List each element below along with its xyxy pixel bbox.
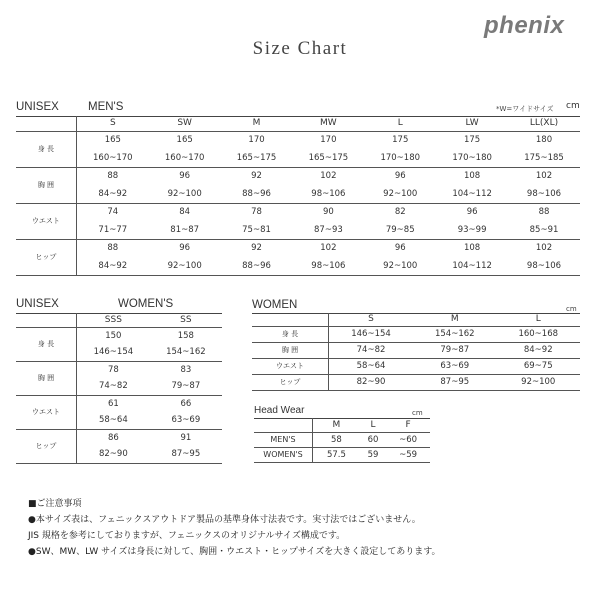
- mens-cell-value: 175: [463, 135, 481, 146]
- h-header-corner: [254, 418, 313, 432]
- wu-header-corner: [16, 313, 77, 327]
- mens-cell-range: 84~92: [76, 185, 148, 203]
- mens-cell-range: 84~92: [76, 257, 148, 275]
- mens-cell-value: 102: [535, 171, 553, 182]
- mens-cell-value: 96: [179, 243, 191, 254]
- mens-cell-range: 87~93: [292, 221, 364, 239]
- mens-cell-value: 170: [320, 135, 337, 146]
- mens-wide-note: *W=ワイドサイズ: [496, 105, 554, 113]
- notes-line-2: JIS 規格を参考にしておりますが、フェニックスのオリジナルサイズ構成です。: [28, 531, 346, 541]
- wu-size-header: SS: [150, 313, 222, 327]
- h-cell-value: 60: [360, 432, 386, 447]
- mens-header-corner: [16, 116, 76, 131]
- mens-cell-value: 165: [104, 135, 121, 146]
- w-row-label: 胸 囲: [252, 342, 329, 358]
- mens-row-label: ウエスト: [16, 203, 76, 239]
- w-cell-value: 82~90: [329, 374, 414, 390]
- notes-line-3: ●SW、MW、LW サイズは身長に対して、胸囲・ウエスト・ヒップサイズを大きく設定してあります。: [28, 547, 441, 557]
- mens-cell-range: 88~96: [221, 185, 293, 203]
- mens-cell-value: 90: [322, 207, 334, 218]
- mens-row-label: 身 長: [16, 131, 76, 167]
- h-row: [254, 447, 430, 462]
- w-cell-value: 58~64: [329, 358, 414, 374]
- wu-row-label: 胸 囲: [16, 361, 77, 395]
- mens-row-label: 胸 囲: [16, 167, 76, 203]
- wu-cell-range: 154~162: [150, 344, 222, 361]
- wu-cell-range: 82~90: [77, 446, 150, 463]
- mens-size-header: S: [76, 116, 148, 131]
- mens-cell-range: 92~100: [149, 185, 221, 203]
- w-cell-value: 84~92: [497, 342, 581, 358]
- h-cell-value: 59: [360, 447, 386, 462]
- mens-cell-range: 88~96: [221, 257, 293, 275]
- mens-cell-value: 84: [179, 207, 191, 218]
- wu-cell-range: 87~95: [150, 446, 222, 463]
- w-header-row: [252, 313, 580, 326]
- notes-block: [28, 496, 440, 560]
- mens-cell-range: 160~170: [149, 149, 221, 167]
- mens-row-range: [16, 149, 580, 167]
- mens-cell-range: 160~170: [76, 149, 148, 167]
- mens-cell-value: 96: [179, 171, 191, 182]
- w-cell-value: 160~168: [497, 326, 581, 342]
- w-cell-value: 74~82: [329, 342, 414, 358]
- w-size-header: S: [329, 313, 414, 326]
- h-cell-value: 57.5: [313, 447, 360, 462]
- mens-size-header: MW: [292, 116, 364, 131]
- h-row: [254, 432, 430, 447]
- h-size-header: F: [386, 418, 430, 432]
- mens-row-top: [16, 167, 580, 185]
- women-unit: cm: [566, 305, 577, 313]
- h-header-row: [254, 418, 430, 432]
- w-size-header: L: [497, 313, 581, 326]
- mens-cell-value: 88: [538, 207, 550, 218]
- women-section-label: WOMEN: [252, 299, 298, 311]
- mens-cell-value: 74: [107, 207, 119, 218]
- w-cell-value: 92~100: [497, 374, 581, 390]
- wu-row-top: [16, 395, 222, 412]
- wu-cell-value: 78: [107, 364, 119, 375]
- mens-cell-range: 98~106: [292, 185, 364, 203]
- w-row: [252, 358, 580, 374]
- mens-cell-range: 92~100: [364, 185, 436, 203]
- wu-cell-range: 79~87: [150, 378, 222, 395]
- mens-cell-range: 93~99: [436, 221, 508, 239]
- w-size-header: M: [413, 313, 496, 326]
- mens-cell-value: 108: [463, 171, 481, 182]
- w-cell-value: 79~87: [413, 342, 496, 358]
- mens-cell-value: 88: [107, 171, 119, 182]
- h-row-label: MEN'S: [254, 432, 313, 447]
- mens-size-table: [16, 116, 580, 276]
- mens-cell-range: 104~112: [436, 257, 508, 275]
- mens-row-top: [16, 239, 580, 257]
- wu-row-top: [16, 361, 222, 378]
- wu-cell-range: 146~154: [77, 344, 150, 361]
- w-row: [252, 374, 580, 390]
- h-cell-value: ~59: [386, 447, 430, 462]
- wu-cell-range: 63~69: [150, 412, 222, 429]
- mens-cell-value: 170: [248, 135, 265, 146]
- w-cell-value: 154~162: [413, 326, 496, 342]
- mens-cell-range: 98~106: [292, 257, 364, 275]
- wu-cell-value: 158: [177, 330, 194, 341]
- mens-heading: MEN'S: [88, 101, 124, 113]
- womens-unisex-size-table: [16, 313, 222, 464]
- mens-cell-range: 81~87: [149, 221, 221, 239]
- headwear-section-label: Head Wear: [254, 405, 305, 416]
- headwear-size-table: [254, 418, 430, 463]
- w-row-label: ヒップ: [252, 374, 329, 390]
- mens-section-label: UNISEX: [16, 101, 59, 113]
- mens-cell-value: 102: [320, 243, 337, 254]
- mens-cell-value: 92: [251, 171, 262, 182]
- mens-row-range: [16, 257, 580, 275]
- women-size-table: [252, 313, 580, 391]
- page-title: Size Chart: [252, 38, 348, 59]
- wu-cell-range: 58~64: [77, 412, 150, 429]
- mens-cell-value: 175: [392, 135, 409, 146]
- mens-size-header: LW: [436, 116, 508, 131]
- mens-cell-range: 170~180: [436, 149, 508, 167]
- w-row-label: ウエスト: [252, 358, 329, 374]
- brand-logo: phenix: [484, 12, 565, 39]
- mens-cell-value: 88: [107, 243, 119, 254]
- mens-size-header: M: [221, 116, 293, 131]
- mens-row-top: [16, 203, 580, 221]
- headwear-unit: cm: [412, 409, 423, 417]
- mens-row-label: ヒップ: [16, 239, 76, 275]
- w-row: [252, 326, 580, 342]
- mens-cell-value: 96: [394, 171, 406, 182]
- mens-cell-range: 170~180: [364, 149, 436, 167]
- wu-header-row: [16, 313, 222, 327]
- mens-size-header: SW: [149, 116, 221, 131]
- mens-cell-value: 102: [320, 171, 337, 182]
- mens-cell-range: 165~175: [221, 149, 293, 167]
- mens-cell-range: 79~85: [364, 221, 436, 239]
- notes-line-1: ●本サイズ表は、フェニックスアウトドア製品の基準身体寸法表です。実寸法ではございません。: [28, 515, 421, 525]
- w-header-corner: [252, 313, 329, 326]
- wu-size-header: SSS: [77, 313, 150, 327]
- mens-cell-value: 96: [466, 207, 478, 218]
- wu-cell-value: 86: [107, 432, 119, 443]
- mens-row-range: [16, 185, 580, 203]
- mens-size-header: L: [364, 116, 436, 131]
- mens-cell-value: 82: [394, 207, 406, 218]
- mens-cell-value: 92: [251, 243, 262, 254]
- mens-cell-range: 104~112: [436, 185, 508, 203]
- mens-size-header: LL(XL): [508, 116, 580, 131]
- wu-cell-value: 83: [180, 364, 192, 375]
- notes-heading: ■ご注意事項: [28, 499, 82, 509]
- mens-header-row: [16, 116, 580, 131]
- mens-row-top: [16, 131, 580, 149]
- wu-row-top: [16, 327, 222, 344]
- h-cell-value: ~60: [386, 432, 430, 447]
- w-cell-value: 87~95: [413, 374, 496, 390]
- mens-cell-range: 175~185: [508, 149, 580, 167]
- h-size-header: M: [313, 418, 360, 432]
- mens-cell-range: 71~77: [76, 221, 148, 239]
- mens-cell-range: 85~91: [508, 221, 580, 239]
- wu-row-label: ヒップ: [16, 429, 77, 463]
- wu-row-label: ウエスト: [16, 395, 77, 429]
- mens-cell-range: 98~106: [508, 257, 580, 275]
- mens-row-range: [16, 221, 580, 239]
- womens-unisex-section-label: UNISEX: [16, 298, 59, 310]
- mens-cell-value: 102: [535, 243, 553, 254]
- mens-cell-value: 165: [176, 135, 193, 146]
- w-row: [252, 342, 580, 358]
- wu-cell-value: 61: [107, 398, 119, 409]
- wu-cell-value: 150: [105, 330, 122, 341]
- mens-cell-value: 180: [535, 135, 553, 146]
- w-cell-value: 69~75: [497, 358, 581, 374]
- mens-cell-range: 92~100: [364, 257, 436, 275]
- wu-row-top: [16, 429, 222, 446]
- mens-unit: cm: [566, 101, 580, 111]
- h-cell-value: 58: [313, 432, 360, 447]
- mens-cell-range: 92~100: [149, 257, 221, 275]
- womens-unisex-heading: WOMEN'S: [118, 298, 174, 310]
- mens-cell-value: 78: [251, 207, 262, 218]
- mens-cell-range: 165~175: [292, 149, 364, 167]
- h-size-header: L: [360, 418, 386, 432]
- mens-cell-range: 75~81: [221, 221, 293, 239]
- wu-cell-value: 66: [180, 398, 192, 409]
- h-row-label: WOMEN'S: [254, 447, 313, 462]
- wu-cell-range: 74~82: [77, 378, 150, 395]
- mens-cell-range: 98~106: [508, 185, 580, 203]
- wu-cell-value: 91: [180, 432, 192, 443]
- mens-cell-value: 108: [463, 243, 481, 254]
- wu-row-label: 身 長: [16, 327, 77, 361]
- w-cell-value: 63~69: [413, 358, 496, 374]
- w-cell-value: 146~154: [329, 326, 414, 342]
- w-row-label: 身 長: [252, 326, 329, 342]
- mens-cell-value: 96: [394, 243, 406, 254]
